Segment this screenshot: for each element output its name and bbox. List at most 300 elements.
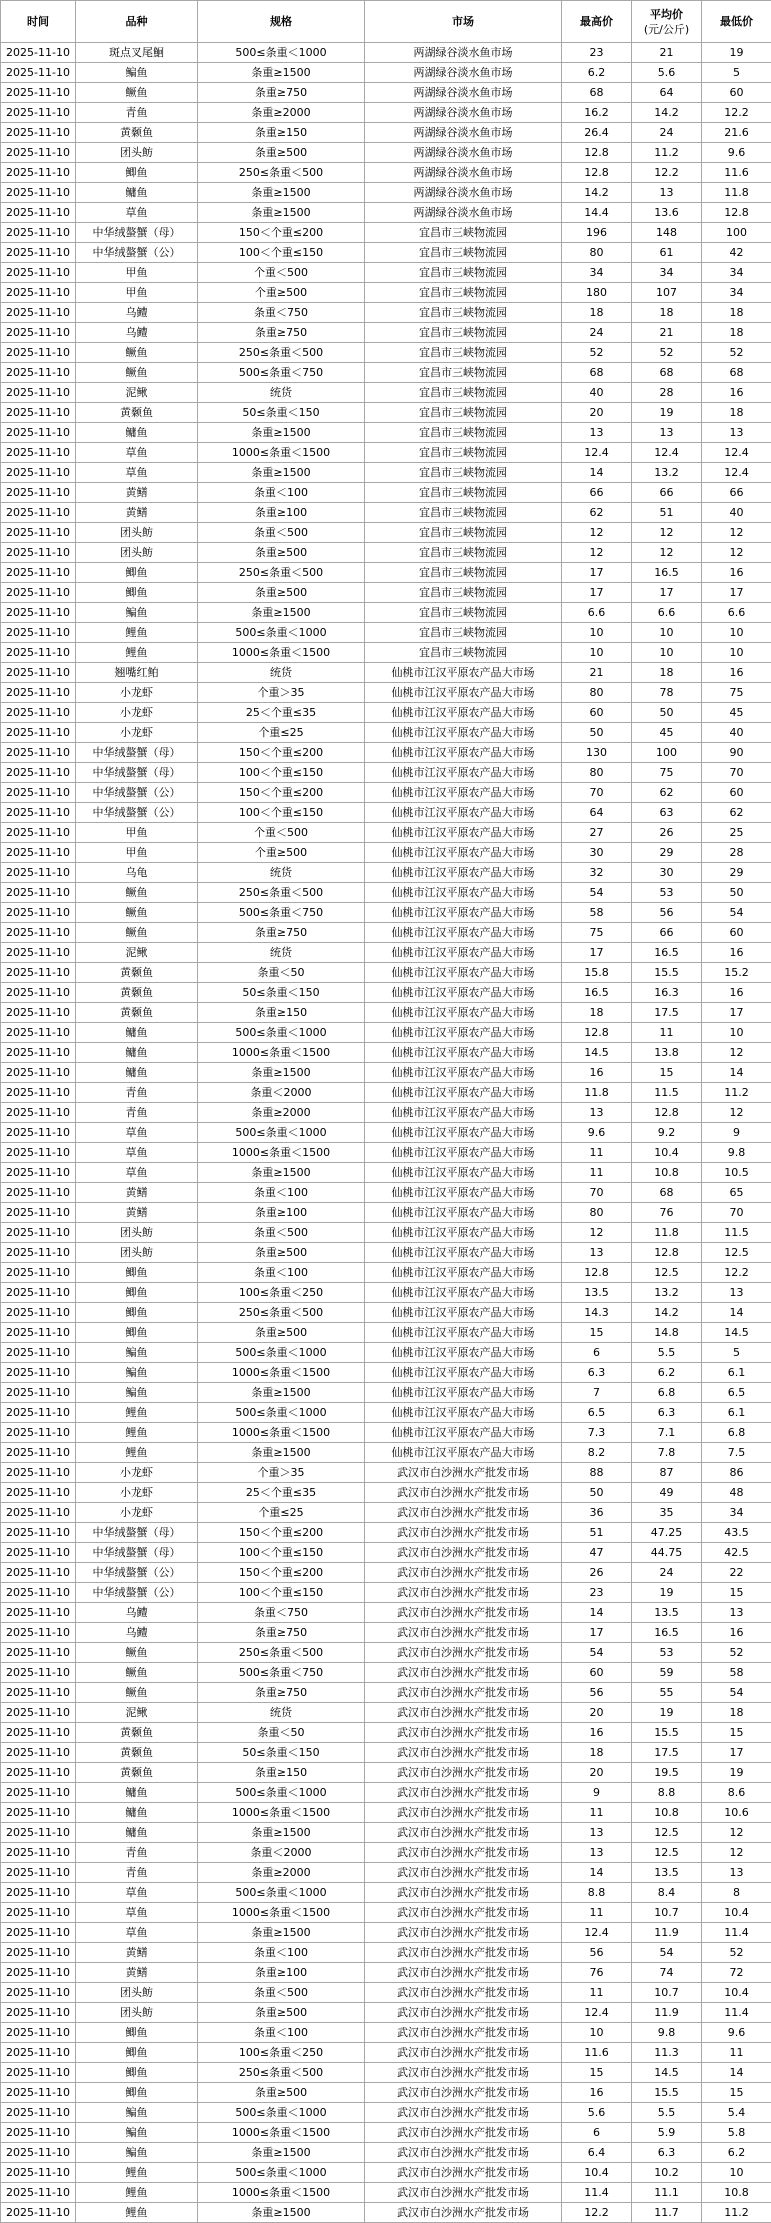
cell-spec: 条重＜500 [198,1983,365,2003]
cell-max-price: 24 [562,323,632,343]
cell-time: 2025-11-10 [1,963,76,983]
cell-spec: 500≤条重＜750 [198,363,365,383]
cell-variety: 中华绒螯蟹（母） [76,223,198,243]
cell-variety: 中华绒螯蟹（公） [76,1583,198,1603]
cell-time: 2025-11-10 [1,903,76,923]
cell-time: 2025-11-10 [1,483,76,503]
cell-market: 宜昌市三峡物流园 [365,443,562,463]
cell-market: 仙桃市江汉平原农产品大市场 [365,1323,562,1343]
table-row [1,143,771,163]
cell-variety: 黄颡鱼 [76,403,198,423]
cell-spec: 100≤条重＜250 [198,2043,365,2063]
cell-time: 2025-11-10 [1,1883,76,1903]
cell-time: 2025-11-10 [1,1163,76,1183]
cell-spec: 500≤条重＜1000 [198,1403,365,1423]
cell-spec: 条重＜50 [198,1723,365,1743]
cell-max-price: 14 [562,1863,632,1883]
cell-market: 武汉市白沙洲水产批发市场 [365,1903,562,1923]
cell-min-price: 70 [702,1203,771,1223]
cell-avg-price: 16.5 [632,943,702,963]
cell-market: 仙桃市江汉平原农产品大市场 [365,1303,562,1323]
cell-avg-price: 66 [632,923,702,943]
cell-min-price: 34 [702,263,771,283]
cell-market: 武汉市白沙洲水产批发市场 [365,1723,562,1743]
cell-max-price: 15.8 [562,963,632,983]
cell-max-price: 16 [562,1723,632,1743]
cell-max-price: 6.2 [562,63,632,83]
cell-time: 2025-11-10 [1,2083,76,2103]
cell-spec: 条重≥1500 [198,1443,365,1463]
table-row [1,943,771,963]
cell-min-price: 90 [702,743,771,763]
cell-spec: 100＜个重≤150 [198,1583,365,1603]
cell-min-price: 16 [702,983,771,1003]
cell-variety: 鲫鱼 [76,2083,198,2103]
cell-time: 2025-11-10 [1,1183,76,1203]
cell-spec: 500≤条重＜1000 [198,623,365,643]
cell-max-price: 11 [562,1143,632,1163]
cell-time: 2025-11-10 [1,503,76,523]
cell-spec: 个重＞35 [198,683,365,703]
cell-spec: 条重≥100 [198,1963,365,1983]
cell-max-price: 7 [562,1383,632,1403]
cell-spec: 条重≥750 [198,1683,365,1703]
cell-variety: 鳊鱼 [76,63,198,83]
cell-market: 武汉市白沙洲水产批发市场 [365,1983,562,2003]
cell-market: 武汉市白沙洲水产批发市场 [365,1783,562,1803]
cell-max-price: 47 [562,1543,632,1563]
cell-avg-price: 9.2 [632,1123,702,1143]
table-row [1,1823,771,1843]
header-variety: 品种 [76,1,198,43]
cell-variety: 鳊鱼 [76,2143,198,2163]
cell-variety: 鳜鱼 [76,1663,198,1683]
cell-avg-price: 51 [632,503,702,523]
cell-max-price: 9.6 [562,1123,632,1143]
table-row [1,1343,771,1363]
cell-spec: 条重＜100 [198,2023,365,2043]
cell-spec: 条重≥500 [198,583,365,603]
cell-variety: 团头鲂 [76,143,198,163]
table-row [1,183,771,203]
cell-time: 2025-11-10 [1,1123,76,1143]
cell-max-price: 8.8 [562,1883,632,1903]
cell-variety: 甲鱼 [76,843,198,863]
cell-min-price: 21.6 [702,123,771,143]
cell-max-price: 60 [562,1663,632,1683]
cell-time: 2025-11-10 [1,1663,76,1683]
cell-avg-price: 8.8 [632,1783,702,1803]
cell-spec: 1000≤条重＜1500 [198,2183,365,2203]
cell-avg-price: 100 [632,743,702,763]
cell-market: 仙桃市江汉平原农产品大市场 [365,1183,562,1203]
cell-min-price: 40 [702,723,771,743]
table-row [1,243,771,263]
table-row [1,1703,771,1723]
cell-variety: 鲫鱼 [76,2043,198,2063]
cell-variety: 黄鳝 [76,1943,198,1963]
cell-time: 2025-11-10 [1,43,76,63]
cell-spec: 50≤条重＜150 [198,983,365,1003]
cell-min-price: 13 [702,1863,771,1883]
cell-spec: 条重≥1500 [198,603,365,623]
cell-max-price: 14.2 [562,183,632,203]
cell-spec: 1000≤条重＜1500 [198,1043,365,1063]
cell-max-price: 17 [562,583,632,603]
cell-avg-price: 5.5 [632,1343,702,1363]
table-row [1,1023,771,1043]
cell-variety: 黄鳝 [76,1183,198,1203]
table-row [1,43,771,63]
header-spec: 规格 [198,1,365,43]
cell-max-price: 40 [562,383,632,403]
cell-spec: 条重≥1500 [198,203,365,223]
table-row [1,1743,771,1763]
cell-spec: 500≤条重＜750 [198,1663,365,1683]
cell-time: 2025-11-10 [1,2123,76,2143]
cell-variety: 草鱼 [76,1143,198,1163]
cell-variety: 鳙鱼 [76,423,198,443]
cell-time: 2025-11-10 [1,1723,76,1743]
table-row [1,363,771,383]
cell-spec: 250≤条重＜500 [198,563,365,583]
cell-spec: 25＜个重≤35 [198,1483,365,1503]
cell-variety: 黄鳝 [76,1963,198,1983]
cell-spec: 个重＜500 [198,263,365,283]
cell-variety: 鲤鱼 [76,2183,198,2203]
cell-time: 2025-11-10 [1,683,76,703]
cell-spec: 150＜个重≤200 [198,783,365,803]
cell-variety: 中华绒螯蟹（公） [76,803,198,823]
cell-variety: 泥鳅 [76,943,198,963]
cell-spec: 500≤条重＜750 [198,903,365,923]
cell-variety: 鲤鱼 [76,643,198,663]
cell-variety: 鲫鱼 [76,163,198,183]
cell-max-price: 56 [562,1683,632,1703]
cell-max-price: 12.4 [562,443,632,463]
cell-market: 宜昌市三峡物流园 [365,483,562,503]
cell-max-price: 14.4 [562,203,632,223]
table-row [1,2043,771,2063]
cell-avg-price: 15 [632,1063,702,1083]
cell-avg-price: 62 [632,783,702,803]
cell-max-price: 27 [562,823,632,843]
cell-time: 2025-11-10 [1,403,76,423]
cell-variety: 鳊鱼 [76,1363,198,1383]
cell-max-price: 11 [562,1163,632,1183]
cell-avg-price: 87 [632,1463,702,1483]
cell-time: 2025-11-10 [1,1463,76,1483]
cell-market: 仙桃市江汉平原农产品大市场 [365,1143,562,1163]
cell-avg-price: 7.1 [632,1423,702,1443]
cell-avg-price: 52 [632,343,702,363]
cell-min-price: 10.6 [702,1803,771,1823]
cell-max-price: 12 [562,523,632,543]
cell-min-price: 6.1 [702,1403,771,1423]
cell-spec: 个重≤25 [198,723,365,743]
cell-market: 仙桃市江汉平原农产品大市场 [365,1343,562,1363]
cell-avg-price: 34 [632,263,702,283]
cell-max-price: 80 [562,683,632,703]
cell-avg-price: 10.7 [632,1983,702,2003]
cell-market: 两湖绿谷淡水鱼市场 [365,103,562,123]
cell-spec: 150＜个重≤200 [198,1523,365,1543]
cell-max-price: 13.5 [562,1283,632,1303]
table-row [1,123,771,143]
cell-market: 武汉市白沙洲水产批发市场 [365,1683,562,1703]
cell-spec: 条重＜50 [198,963,365,983]
cell-market: 武汉市白沙洲水产批发市场 [365,2143,562,2163]
cell-spec: 条重＜2000 [198,1843,365,1863]
cell-spec: 100≤条重＜250 [198,1283,365,1303]
cell-variety: 小龙虾 [76,723,198,743]
cell-max-price: 10 [562,2023,632,2043]
cell-max-price: 130 [562,743,632,763]
cell-market: 宜昌市三峡物流园 [365,363,562,383]
cell-market: 两湖绿谷淡水鱼市场 [365,43,562,63]
cell-spec: 500≤条重＜1000 [198,2103,365,2123]
cell-avg-price: 6.6 [632,603,702,623]
table-row [1,823,771,843]
cell-market: 仙桃市江汉平原农产品大市场 [365,1203,562,1223]
cell-variety: 草鱼 [76,203,198,223]
cell-max-price: 16 [562,1063,632,1083]
cell-spec: 150＜个重≤200 [198,1563,365,1583]
cell-min-price: 12.4 [702,443,771,463]
cell-max-price: 20 [562,403,632,423]
cell-spec: 50≤条重＜150 [198,403,365,423]
cell-variety: 鲤鱼 [76,1423,198,1443]
cell-max-price: 12 [562,1223,632,1243]
cell-avg-price: 35 [632,1503,702,1523]
cell-spec: 100＜个重≤150 [198,243,365,263]
cell-market: 仙桃市江汉平原农产品大市场 [365,683,562,703]
cell-max-price: 50 [562,723,632,743]
cell-variety: 鳜鱼 [76,903,198,923]
cell-spec: 100＜个重≤150 [198,763,365,783]
cell-variety: 鲫鱼 [76,1323,198,1343]
cell-avg-price: 75 [632,763,702,783]
table-row [1,1403,771,1423]
cell-market: 武汉市白沙洲水产批发市场 [365,1703,562,1723]
cell-max-price: 34 [562,263,632,283]
cell-time: 2025-11-10 [1,1303,76,1323]
cell-time: 2025-11-10 [1,1603,76,1623]
cell-min-price: 29 [702,863,771,883]
cell-variety: 草鱼 [76,1923,198,1943]
cell-min-price: 13 [702,1283,771,1303]
cell-time: 2025-11-10 [1,1063,76,1083]
cell-min-price: 45 [702,703,771,723]
cell-max-price: 12.4 [562,1923,632,1943]
cell-min-price: 17 [702,583,771,603]
cell-max-price: 23 [562,1583,632,1603]
table-row [1,203,771,223]
cell-min-price: 12 [702,1843,771,1863]
table-row [1,1723,771,1743]
table-row [1,1523,771,1543]
cell-variety: 泥鳅 [76,1703,198,1723]
cell-min-price: 12.2 [702,1263,771,1283]
cell-min-price: 66 [702,483,771,503]
cell-min-price: 17 [702,1003,771,1023]
cell-spec: 条重≥500 [198,1243,365,1263]
cell-max-price: 10 [562,643,632,663]
cell-market: 武汉市白沙洲水产批发市场 [365,1763,562,1783]
cell-min-price: 17 [702,1743,771,1763]
cell-market: 仙桃市江汉平原农产品大市场 [365,763,562,783]
cell-market: 仙桃市江汉平原农产品大市场 [365,903,562,923]
cell-time: 2025-11-10 [1,1563,76,1583]
cell-avg-price: 13.5 [632,1603,702,1623]
cell-max-price: 12.2 [562,2203,632,2223]
cell-avg-price: 10.2 [632,2163,702,2183]
cell-variety: 乌鳢 [76,303,198,323]
table-row [1,743,771,763]
cell-spec: 条重＜750 [198,1603,365,1623]
cell-min-price: 9.6 [702,143,771,163]
cell-spec: 500≤条重＜1000 [198,43,365,63]
cell-avg-price: 10 [632,623,702,643]
cell-time: 2025-11-10 [1,2103,76,2123]
cell-market: 武汉市白沙洲水产批发市场 [365,1623,562,1643]
cell-min-price: 16 [702,383,771,403]
cell-variety: 乌鳢 [76,1623,198,1643]
cell-market: 宜昌市三峡物流园 [365,523,562,543]
cell-time: 2025-11-10 [1,2203,76,2223]
table-row [1,1383,771,1403]
cell-market: 宜昌市三峡物流园 [365,503,562,523]
cell-time: 2025-11-10 [1,263,76,283]
cell-variety: 草鱼 [76,463,198,483]
cell-max-price: 17 [562,943,632,963]
table-row [1,1503,771,1523]
cell-avg-price: 61 [632,243,702,263]
cell-variety: 鲤鱼 [76,2203,198,2223]
cell-time: 2025-11-10 [1,2003,76,2023]
cell-max-price: 58 [562,903,632,923]
table-row [1,2023,771,2043]
cell-time: 2025-11-10 [1,1823,76,1843]
cell-spec: 150＜个重≤200 [198,743,365,763]
cell-market: 仙桃市江汉平原农产品大市场 [365,1363,562,1383]
cell-avg-price: 12.5 [632,1263,702,1283]
cell-variety: 黄颡鱼 [76,983,198,1003]
cell-max-price: 52 [562,343,632,363]
cell-avg-price: 53 [632,1643,702,1663]
cell-spec: 1000≤条重＜1500 [198,443,365,463]
table-row [1,1243,771,1263]
cell-spec: 个重≤25 [198,1503,365,1523]
table-row [1,103,771,123]
cell-min-price: 10 [702,643,771,663]
cell-max-price: 13 [562,1843,632,1863]
cell-max-price: 68 [562,363,632,383]
cell-market: 两湖绿谷淡水鱼市场 [365,143,562,163]
cell-max-price: 80 [562,763,632,783]
cell-time: 2025-11-10 [1,1223,76,1243]
cell-max-price: 11 [562,1803,632,1823]
cell-variety: 黄鳝 [76,1203,198,1223]
cell-min-price: 18 [702,303,771,323]
cell-time: 2025-11-10 [1,1483,76,1503]
cell-time: 2025-11-10 [1,743,76,763]
cell-avg-price: 6.8 [632,1383,702,1403]
cell-avg-price: 14.5 [632,2063,702,2083]
cell-avg-price: 6.3 [632,2143,702,2163]
cell-time: 2025-11-10 [1,1763,76,1783]
cell-market: 两湖绿谷淡水鱼市场 [365,163,562,183]
cell-variety: 乌龟 [76,863,198,883]
table-row [1,1663,771,1683]
table-row [1,1883,771,1903]
cell-min-price: 14 [702,1063,771,1083]
cell-market: 宜昌市三峡物流园 [365,323,562,343]
cell-spec: 条重≥750 [198,923,365,943]
cell-max-price: 51 [562,1523,632,1543]
cell-variety: 鳙鱼 [76,1823,198,1843]
cell-variety: 鳊鱼 [76,2103,198,2123]
table-row [1,2163,771,2183]
table-row [1,563,771,583]
cell-time: 2025-11-10 [1,1843,76,1863]
cell-market: 武汉市白沙洲水产批发市场 [365,1963,562,1983]
cell-avg-price: 17.5 [632,1003,702,1023]
cell-max-price: 56 [562,1943,632,1963]
cell-market: 宜昌市三峡物流园 [365,543,562,563]
cell-market: 仙桃市江汉平原农产品大市场 [365,923,562,943]
cell-variety: 鳊鱼 [76,1343,198,1363]
cell-spec: 条重＜500 [198,1223,365,1243]
cell-avg-price: 50 [632,703,702,723]
cell-max-price: 18 [562,1743,632,1763]
cell-max-price: 10.4 [562,2163,632,2183]
cell-avg-price: 30 [632,863,702,883]
cell-spec: 500≤条重＜1000 [198,1883,365,1903]
table-row [1,903,771,923]
cell-market: 武汉市白沙洲水产批发市场 [365,1943,562,1963]
cell-market: 武汉市白沙洲水产批发市场 [365,1563,562,1583]
cell-max-price: 66 [562,483,632,503]
cell-min-price: 12 [702,1103,771,1123]
cell-market: 武汉市白沙洲水产批发市场 [365,2023,562,2043]
cell-avg-price: 11.3 [632,2043,702,2063]
cell-max-price: 13 [562,1243,632,1263]
cell-time: 2025-11-10 [1,2043,76,2063]
cell-spec: 条重≥750 [198,323,365,343]
table-row [1,1863,771,1883]
cell-spec: 条重＜100 [198,1943,365,1963]
cell-avg-price: 6.3 [632,1403,702,1423]
cell-variety: 乌鳢 [76,323,198,343]
cell-market: 仙桃市江汉平原农产品大市场 [365,1283,562,1303]
cell-min-price: 14.5 [702,1323,771,1343]
cell-avg-price: 11.2 [632,143,702,163]
table-row [1,1563,771,1583]
cell-variety: 鳜鱼 [76,1643,198,1663]
cell-market: 仙桃市江汉平原农产品大市场 [365,783,562,803]
cell-min-price: 54 [702,903,771,923]
table-row [1,783,771,803]
header-max-price: 最高价 [562,1,632,43]
cell-spec: 500≤条重＜1000 [198,1343,365,1363]
header-avg-unit: (元/公斤) [632,22,701,37]
cell-time: 2025-11-10 [1,623,76,643]
cell-variety: 中华绒螯蟹（公） [76,243,198,263]
cell-variety: 鳙鱼 [76,1023,198,1043]
cell-avg-price: 15.5 [632,1723,702,1743]
cell-variety: 团头鲂 [76,1983,198,2003]
